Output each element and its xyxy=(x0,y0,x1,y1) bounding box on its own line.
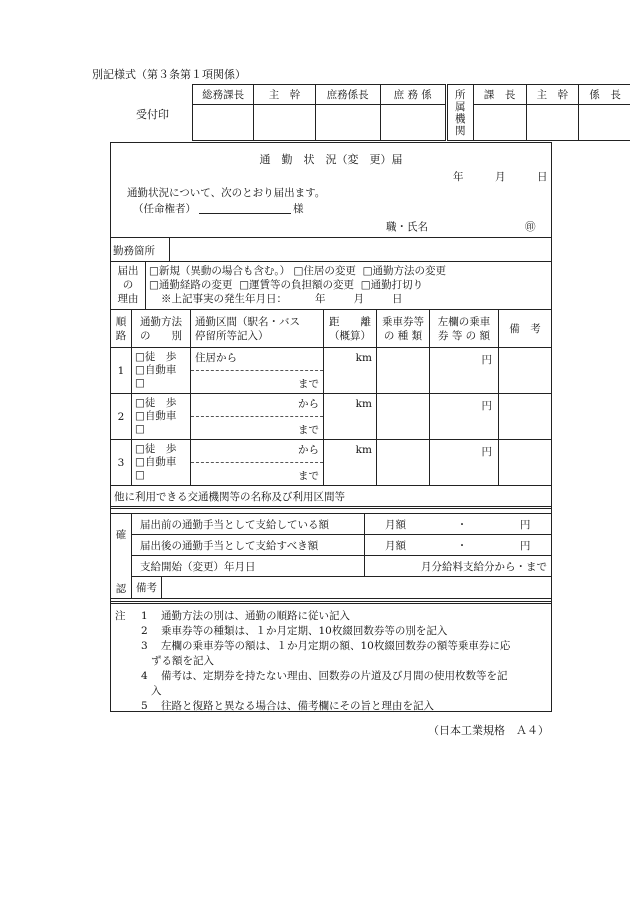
reason-fare-checkbox[interactable]: □運賃等の負担額の変更 xyxy=(239,279,355,291)
header-text: 乗車券等 xyxy=(382,315,424,328)
distance-cell[interactable]: km xyxy=(324,348,377,394)
ticket-cell[interactable] xyxy=(377,394,430,440)
reason-label xyxy=(111,264,145,306)
approval-col-shomu-kakaricho: 庶務係長 xyxy=(315,85,380,105)
approval-table xyxy=(192,84,630,141)
method-other-checkbox[interactable]: □ xyxy=(135,377,145,389)
shozoku-char: 機 xyxy=(455,112,466,125)
header-text: の 種 類 xyxy=(383,329,423,342)
confirm-row1-label: 届出前の通勤手当として支給している額 xyxy=(132,514,365,535)
distance-cell[interactable]: km xyxy=(324,440,377,486)
header-ticket xyxy=(377,310,430,348)
header-text: 左欄の乗車 xyxy=(437,315,491,328)
seal-cell[interactable] xyxy=(473,105,526,141)
header-text: 順 xyxy=(115,315,127,328)
header-section xyxy=(191,310,324,348)
route-number: 3 xyxy=(111,440,132,486)
reason-label-line: 理由 xyxy=(117,293,139,305)
occurrence-month[interactable]: 月 xyxy=(353,293,364,305)
section-cell[interactable] xyxy=(191,394,324,440)
occurrence-date-label: ※上記事実の発生年月日： xyxy=(161,293,287,305)
footer-jis: （日本工業規格 Ａ４） xyxy=(428,724,549,737)
method-other-checkbox[interactable]: □ xyxy=(135,469,145,481)
header-remarks: 備 考 xyxy=(499,310,552,348)
note-item xyxy=(141,639,549,654)
header-fare xyxy=(430,310,499,348)
section-from: から xyxy=(191,440,323,463)
note-text: 入 xyxy=(151,685,162,697)
other-transport-label: 他に利用できる交通機関等の名称及び利用区間等 xyxy=(114,490,345,503)
note-text: 通勤方法の別は、通勤の順路に従い記入 xyxy=(161,610,350,622)
shozoku-col-shukan: 主 幹 xyxy=(526,85,579,105)
method-cell xyxy=(132,440,191,486)
kinmu-field[interactable] xyxy=(171,238,551,262)
note-text: 乗車券等の種類は、１か月定期、10枚綴回数券等の別を記入 xyxy=(161,625,448,637)
confirm-side-bottom: 認 xyxy=(111,556,132,599)
reason-options xyxy=(149,264,446,306)
header-text: 通勤方法 xyxy=(140,315,182,328)
note-item xyxy=(141,669,549,684)
note-text: 左欄の乗車券等の額は、１か月定期の額、10枚綴回数券の額等乗車券に応 xyxy=(161,640,511,652)
confirm-row2-value[interactable] xyxy=(365,535,552,556)
section-from: 住居から xyxy=(191,348,323,371)
note-text: 往路と復路と異なる場合は、備考欄にその旨と理由を記入 xyxy=(161,700,434,712)
header-text: 券 等 の 額 xyxy=(437,329,490,342)
form-title: 通 勤 状 況（変 更）届 xyxy=(259,153,403,166)
header-order xyxy=(111,310,132,348)
occurrence-year[interactable]: 年 xyxy=(315,293,326,305)
ninmei-label: （任命権者） xyxy=(133,203,196,215)
reason-divider xyxy=(145,262,146,310)
seal-cell[interactable] xyxy=(254,105,315,141)
intro-text: 通勤状況について、次のとおり届出ます。 xyxy=(127,187,326,199)
kinmu-label: 勤務箇所 xyxy=(113,245,155,257)
confirm-row2-label: 届出後の通勤手当として支給すべき額 xyxy=(132,535,365,556)
distance-cell[interactable]: km xyxy=(324,394,377,440)
note-item xyxy=(141,624,549,639)
yen-label: 円 xyxy=(519,518,531,531)
reason-method-checkbox[interactable]: □通勤方法の変更 xyxy=(362,265,447,277)
notes-label: 注 xyxy=(115,610,126,622)
route-number: 2 xyxy=(111,394,132,440)
section-cell[interactable] xyxy=(191,348,324,394)
shozoku-char: 関 xyxy=(455,124,466,137)
note-number: 4 xyxy=(141,670,148,682)
reason-row xyxy=(111,261,551,310)
monthly-label: 月額 xyxy=(385,518,406,531)
notes-divider xyxy=(111,601,551,604)
note-text: ずる額を記入 xyxy=(151,655,214,667)
table-row xyxy=(111,440,552,486)
header-method xyxy=(132,310,191,348)
seal-cell[interactable] xyxy=(526,105,579,141)
confirm-side-top: 確 xyxy=(111,514,132,556)
note-item-cont xyxy=(141,654,549,669)
section-to: まで xyxy=(298,424,319,436)
confirm-table xyxy=(110,513,552,599)
confirm-row1-value[interactable] xyxy=(365,514,552,535)
method-walk-checkbox[interactable]: □徒 歩 xyxy=(135,397,177,409)
reason-address-checkbox[interactable]: □住居の変更 xyxy=(293,265,356,277)
section-to: まで xyxy=(298,470,319,482)
dot-separator: ・ xyxy=(456,539,468,552)
reason-route-checkbox[interactable]: □通勤経路の変更 xyxy=(149,279,233,291)
shozoku-col-kakaricho: 係 長 xyxy=(579,85,630,105)
notes-list xyxy=(141,609,549,714)
section-to: まで xyxy=(298,378,319,390)
other-transport-row[interactable] xyxy=(111,486,552,508)
sama-label: 様 xyxy=(293,203,304,215)
header-text: 路 xyxy=(115,329,127,342)
fare-cell[interactable]: 円 xyxy=(430,348,499,394)
header-text: の 別 xyxy=(140,329,182,342)
approval-col-shukan: 主 幹 xyxy=(254,85,315,105)
header-text: 通勤区間（駅名・バス xyxy=(195,315,300,328)
route-number: 1 xyxy=(111,348,132,394)
note-item xyxy=(141,609,549,624)
name-label: 職・氏名 xyxy=(386,221,428,233)
header-text: 距 離 xyxy=(329,315,371,328)
note-number: 3 xyxy=(141,640,148,652)
header-text: 停留所等記入） xyxy=(195,329,269,342)
ticket-cell[interactable] xyxy=(377,440,430,486)
kinmu-divider xyxy=(169,238,170,262)
dot-separator: ・ xyxy=(456,518,468,531)
note-number: 5 xyxy=(141,700,148,712)
method-other-checkbox[interactable]: □ xyxy=(135,423,145,435)
note-item-cont xyxy=(141,684,549,699)
yen-label: 円 xyxy=(519,539,531,552)
note-item xyxy=(141,699,549,714)
table-row xyxy=(111,394,552,440)
method-car-checkbox[interactable]: □自動車 xyxy=(135,456,177,468)
method-cell xyxy=(132,348,191,394)
main-form xyxy=(110,142,552,712)
approval-col-shomu-kakari: 庶 務 係 xyxy=(380,85,446,105)
occurrence-day[interactable]: 日 xyxy=(392,293,403,305)
fare-cell[interactable]: 円 xyxy=(430,440,499,486)
ninmei-field[interactable] xyxy=(199,213,291,214)
seal-cell[interactable] xyxy=(315,105,380,141)
shozoku-kikan-label xyxy=(446,85,473,141)
route-table xyxy=(110,309,552,509)
approval-col-somu-kacho: 総務課長 xyxy=(193,85,254,105)
reason-label-line: の xyxy=(122,279,134,291)
confirm-remarks-row[interactable] xyxy=(132,577,552,599)
shozoku-col-kacho: 課 長 xyxy=(473,85,526,105)
section-cell[interactable] xyxy=(191,440,324,486)
method-walk-checkbox[interactable]: □徒 歩 xyxy=(135,443,177,455)
method-car-checkbox[interactable]: □自動車 xyxy=(135,364,177,376)
section-from: から xyxy=(191,394,323,417)
reason-label-line: 届出 xyxy=(117,265,139,277)
header-distance xyxy=(324,310,377,348)
note-number: 1 xyxy=(141,610,148,622)
fare-cell[interactable]: 円 xyxy=(430,394,499,440)
remarks-cell[interactable] xyxy=(499,440,552,486)
confirm-row3-value[interactable]: 月分給料支給分から・まで xyxy=(365,556,552,577)
method-cell xyxy=(132,394,191,440)
confirm-remarks-label: 備考 xyxy=(136,582,157,594)
seal-cell[interactable] xyxy=(193,105,254,141)
remarks-cell[interactable] xyxy=(499,394,552,440)
reason-new-checkbox[interactable]: □新規（異動の場合も含む。） xyxy=(149,265,291,277)
reason-end-checkbox[interactable]: □通勤打切り xyxy=(360,279,424,291)
uketsuke-label: 受付印 xyxy=(136,108,169,121)
seal-icon: ㊞ xyxy=(525,221,536,233)
note-number: 2 xyxy=(141,625,148,637)
ticket-cell[interactable] xyxy=(377,348,430,394)
shozoku-char: 所 xyxy=(455,88,466,101)
form-heading: 別記様式（第３条第１項関係） xyxy=(92,68,246,81)
seal-cell[interactable] xyxy=(380,105,446,141)
table-row xyxy=(111,348,552,394)
remarks-cell[interactable] xyxy=(499,348,552,394)
monthly-label: 月額 xyxy=(385,539,406,552)
header-text: （概算） xyxy=(329,329,371,342)
confirm-row3-label: 支給開始（変更）年月日 xyxy=(132,556,365,577)
method-car-checkbox[interactable]: □自動車 xyxy=(135,410,177,422)
note-text: 備考は、定期券を持たない理由、回数券の片道及び月間の使用枚数等を記 xyxy=(161,670,508,682)
date-line[interactable]: 年 月 日 xyxy=(453,171,548,183)
seal-cell[interactable] xyxy=(579,105,630,141)
method-walk-checkbox[interactable]: □徒 歩 xyxy=(135,351,177,363)
shozoku-char: 属 xyxy=(455,100,466,113)
kinmu-row xyxy=(111,237,551,262)
